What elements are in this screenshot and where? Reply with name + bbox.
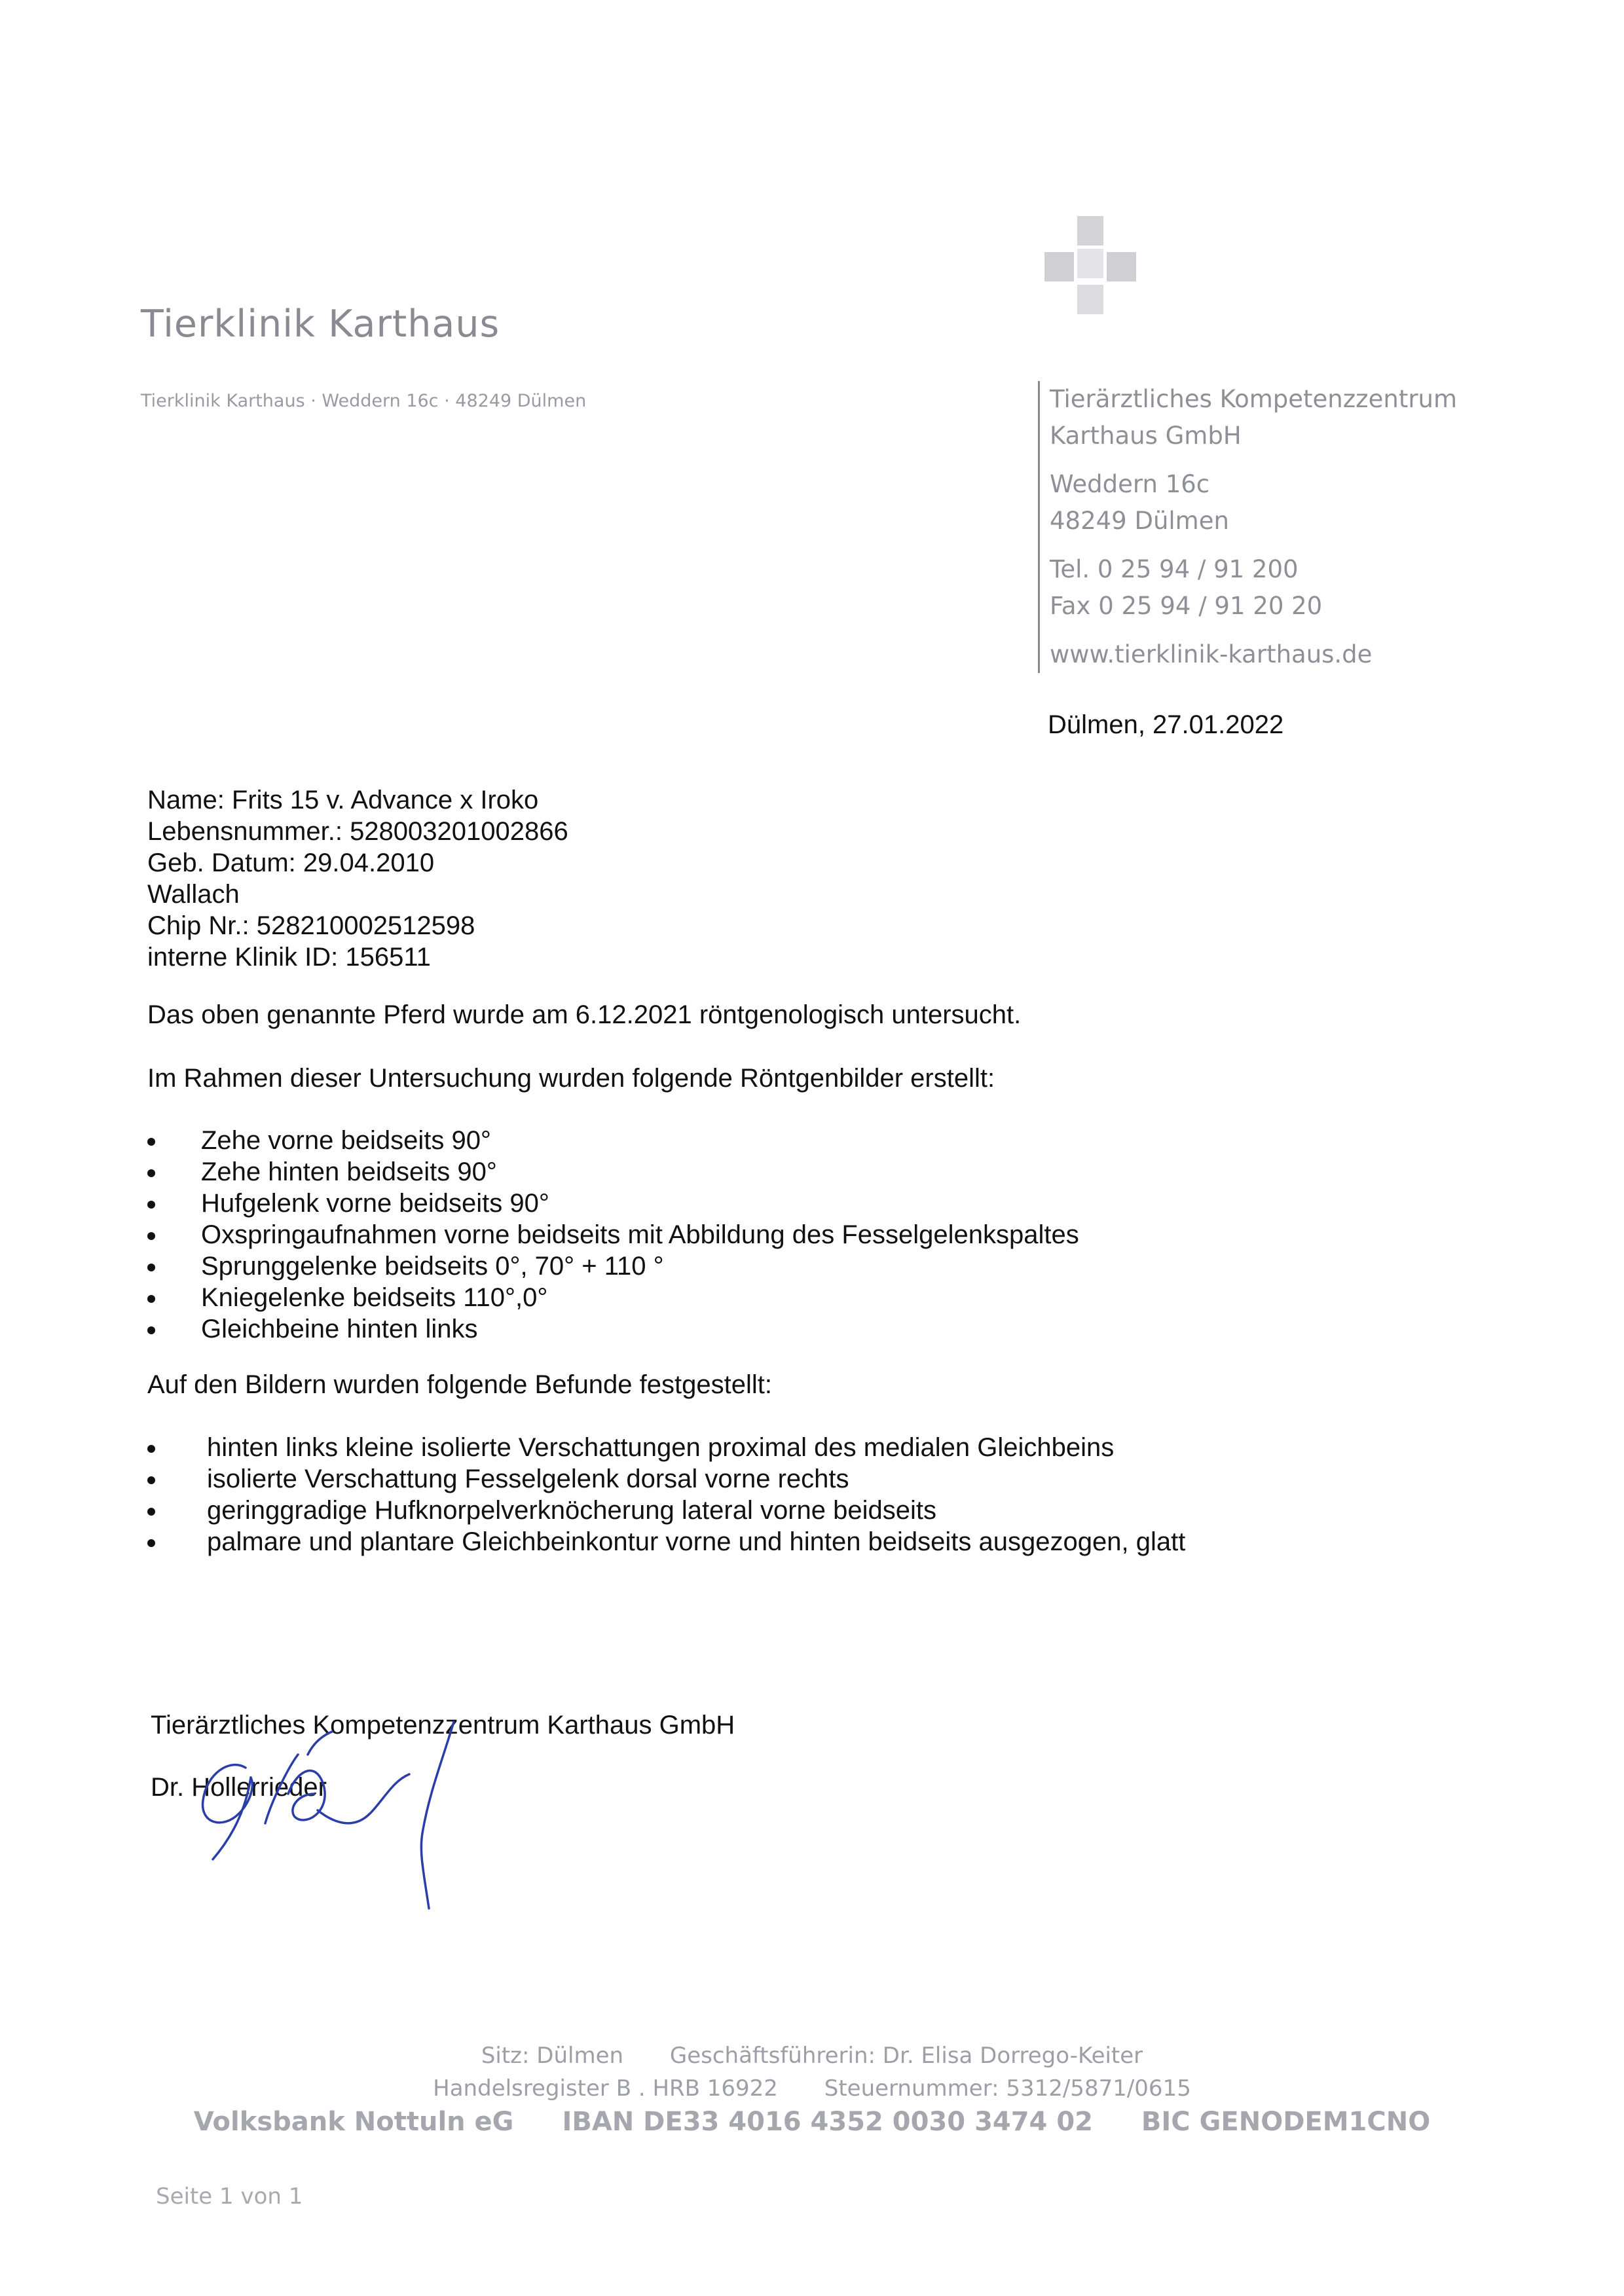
list-item: Hufgelenk vorne beidseits 90° [147, 1188, 1079, 1219]
list-item: isolierte Verschattung Fesselgelenk dorsal vorne rechts [147, 1463, 1185, 1495]
list-item: Zehe vorne beidseits 90° [147, 1125, 1079, 1156]
bullet-icon [147, 1169, 155, 1177]
patient-chip-number: Chip Nr.: 528210002512598 [147, 911, 475, 940]
bullet-icon [147, 1295, 155, 1303]
footer-register: Handelsregister B . HRB 16922 [433, 2075, 778, 2102]
list-item: palmare und plantare Gleichbeinkontur vorne und hinten beidseits ausgezogen, glatt [147, 1526, 1185, 1558]
intro-paragraph: Das oben genannte Pferd wurde am 6.12.2021 röntgenologisch untersucht. [147, 1000, 1022, 1029]
footer-line-3 [0, 2107, 1624, 2137]
list-item: Kniegelenke beidseits 110°,0° [147, 1282, 1079, 1313]
list-item: geringgradige Hufknorpelverknöcherung lateral vorne beidseits [147, 1495, 1185, 1526]
xray-heading: Im Rahmen dieser Untersuchung wurden folgende Röntgenbilder erstellt: [147, 1064, 995, 1093]
signature-name: Dr. Hollerrieder [151, 1773, 327, 1802]
bullet-icon [147, 1138, 155, 1146]
sender-address-line: Tierklinik Karthaus · Weddern 16c · 48249 Dülmen [141, 391, 587, 411]
footer-line-1 [0, 2043, 1624, 2069]
bullet-icon [147, 1539, 155, 1547]
patient-clinic-id: interne Klinik ID: 156511 [147, 943, 431, 972]
contact-org-line2: Karthaus GmbH [1050, 422, 1242, 450]
footer-tax-number: Steuernummer: 5312/5871/0615 [824, 2075, 1191, 2102]
bullet-icon [147, 1476, 155, 1484]
bullet-icon [147, 1326, 155, 1334]
bullet-icon [147, 1445, 155, 1453]
contact-street: Weddern 16c [1050, 470, 1210, 498]
patient-name: Name: Frits 15 v. Advance x Iroko [147, 786, 539, 814]
list-item: hinten links kleine isolierte Verschattungen proximal des medialen Gleichbeins [147, 1432, 1185, 1463]
footer-iban: IBAN DE33 4016 4352 0030 3474 02 [562, 2107, 1093, 2137]
findings-list [147, 1432, 1185, 1558]
clinic-logo-icon [1035, 210, 1166, 340]
contact-tel: Tel. 0 25 94 / 91 200 [1050, 555, 1299, 583]
footer-bic: BIC GENODEM1CNO [1141, 2107, 1431, 2137]
page-number: Seite 1 von 1 [156, 2183, 303, 2210]
handwritten-signature-icon [167, 1696, 468, 1912]
footer-managing-director: Geschäftsführerin: Dr. Elisa Dorrego-Keiter [669, 2043, 1143, 2069]
xray-list [147, 1125, 1079, 1345]
bullet-icon [147, 1232, 155, 1240]
signature-organization: Tierärztliches Kompetenzzentrum Karthaus GmbH [151, 1711, 735, 1740]
contact-block [1038, 381, 1457, 673]
list-item: Oxspringaufnahmen vorne beidseits mit Abbildung des Fesselgelenkspaltes [147, 1219, 1079, 1250]
contact-website: www.tierklinik-karthaus.de [1050, 640, 1373, 668]
bullet-icon [147, 1264, 155, 1271]
footer-line-2 [0, 2075, 1624, 2102]
contact-fax: Fax 0 25 94 / 91 20 20 [1050, 592, 1323, 620]
contact-city: 48249 Dülmen [1050, 507, 1229, 535]
list-item: Gleichbeine hinten links [147, 1313, 1079, 1345]
bullet-icon [147, 1508, 155, 1516]
footer-seat: Sitz: Dülmen [481, 2043, 624, 2069]
list-item: Zehe hinten beidseits 90° [147, 1156, 1079, 1188]
list-item: Sprunggelenke beidseits 0°, 70° + 110 ° [147, 1250, 1079, 1282]
patient-birth-date: Geb. Datum: 29.04.2010 [147, 848, 435, 877]
footer-bank: Volksbank Nottuln eG [193, 2107, 514, 2137]
findings-heading: Auf den Bildern wurden folgende Befunde festgestellt: [147, 1370, 772, 1399]
patient-info [147, 784, 568, 973]
contact-org-line1: Tierärztliches Kompetenzzentrum [1050, 385, 1458, 413]
clinic-name: Tierklinik Karthaus [141, 302, 500, 346]
letter-date: Dülmen, 27.01.2022 [1048, 710, 1284, 739]
patient-life-number: Lebensnummer.: 528003201002866 [147, 817, 568, 846]
bullet-icon [147, 1201, 155, 1209]
patient-sex: Wallach [147, 880, 240, 909]
